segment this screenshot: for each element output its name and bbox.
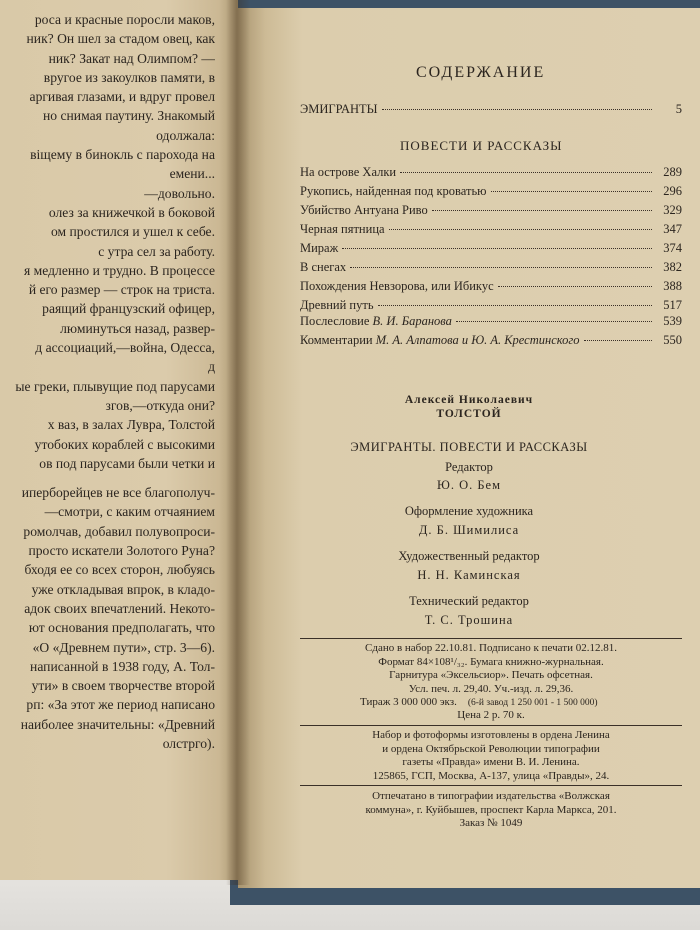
price: Цена 2 р. 70 к. <box>457 709 525 721</box>
imprint-line: 125865, ГСП, Москва, А-137, улица «Правды», 24. <box>372 769 610 782</box>
contents-title: СОДЕРЖАНИЕ <box>416 64 546 81</box>
imprint-line: газеты «Правда» имени В. И. Ленина. <box>402 756 580 768</box>
text-line: одолжала: <box>156 127 215 143</box>
divider <box>300 638 682 639</box>
toc-entry-label: Рукопись, найденная под кроватью <box>300 184 487 198</box>
toc-entry <box>300 298 682 313</box>
text-line: адок своих впечатлений. Некото- <box>24 600 215 616</box>
text-line: —довольно. <box>144 185 215 201</box>
toc-entry-label: В снегах <box>300 260 347 274</box>
toc-leader <box>498 286 652 287</box>
right-page <box>238 8 700 888</box>
toc-entry <box>300 165 682 180</box>
toc-entry <box>300 279 682 294</box>
art-editor-name: Н. Н. Каминская <box>417 568 521 582</box>
editor-role: Редактор <box>445 460 493 474</box>
editor-name: Ю. О. Бем <box>436 478 501 492</box>
text-line: написанной в 1938 году, А. Тол- <box>30 658 215 674</box>
text-line: згов,—откуда они? <box>105 397 215 413</box>
imprint-line: коммуна», г. Куйбышев, проспект Карла Маркса, 201. <box>365 803 617 816</box>
text-line: емени... <box>169 166 215 182</box>
toc-leader <box>382 109 652 110</box>
design-role: Оформление художника <box>404 504 534 518</box>
art-editor-role: Художественный редактор <box>398 549 540 563</box>
text-line: бходя ее со всех сторон, любуясь <box>24 562 215 578</box>
text-line: «О «Древнем пути», стр. 3—6). <box>32 639 215 655</box>
text-line: наиболее значительны: «Древний <box>20 716 215 732</box>
toc-entry-page: 347 <box>663 222 682 236</box>
imprint-line: Заказ № 1049 <box>459 817 523 829</box>
left-page-text <box>0 10 215 753</box>
imprint-line: и ордена Октябрьской Революции типографии <box>382 742 600 755</box>
toc-entry-label: Мираж <box>300 241 339 255</box>
imprint-line: Усл. печ. л. 29,40. Уч.-изд. л. 29,36. <box>408 682 574 695</box>
toc-entry-page: 296 <box>663 184 682 198</box>
toc-entry <box>300 184 682 199</box>
toc-entry-page: 550 <box>663 333 682 347</box>
text-line: ом простился и ушел к себе. <box>50 224 215 240</box>
text-line <box>0 473 215 483</box>
text-line: ов под парусами были четки и <box>39 455 215 471</box>
toc-entry-label: Похождения Невзорова, или Ибикус <box>300 279 494 293</box>
plant-run: (6-й завод 1 250 001 - 1 500 000) <box>467 698 598 708</box>
toc-leader <box>342 248 652 249</box>
text-line: —смотри, с каким отчаянием <box>44 504 215 520</box>
text-line: й его размер — строк на триста. <box>28 282 215 298</box>
toc-entry-page: 374 <box>663 241 682 255</box>
text-line: ути» в своем творчестве второй <box>31 678 215 694</box>
author-surname: ТОЛСТОЙ <box>436 408 502 420</box>
afterword-author: В. И. Баранова <box>372 314 452 328</box>
text-line: д <box>208 359 215 375</box>
text-line: олстрго). <box>162 735 215 751</box>
divider <box>300 785 682 786</box>
toc-entry-commentary <box>300 333 682 348</box>
text-line: рп: «За этот же период написано <box>26 697 215 713</box>
toc-leader <box>491 191 652 192</box>
text-line: д ассоциаций,—война, Одесса, <box>35 340 215 356</box>
toc-entry <box>300 203 682 218</box>
toc-entry-label: Убийство Антуана Риво <box>300 203 428 217</box>
toc-entry-page: 289 <box>663 165 682 179</box>
left-page <box>0 0 238 880</box>
toc-entry-page: 329 <box>663 203 682 217</box>
toc-entry-label: Древний путь <box>300 298 374 312</box>
imprint-printed-by <box>300 790 682 831</box>
text-line: ые греки, плывущие под парусами <box>15 378 215 394</box>
section-title: ПОВЕСТИ И РАССКАЗЫ <box>400 138 563 153</box>
text-line: но снимая паутину. Знакомый <box>43 108 215 124</box>
toc-entry <box>300 222 682 237</box>
toc-leader <box>389 229 652 230</box>
toc-entry-afterword <box>300 314 682 329</box>
toc-leader <box>456 321 652 322</box>
imprint-line: Гарнитура «Эксельсиор». Печать офсетная. <box>389 669 593 681</box>
toc-leader <box>400 172 652 173</box>
text-line: ют основания предполагать, что <box>28 620 215 636</box>
text-line: роса и красные поросли маков, <box>34 12 215 27</box>
divider <box>300 725 682 726</box>
toc-entry-page: 517 <box>663 298 682 312</box>
toc-entry-page: 5 <box>675 102 682 116</box>
toc-entry-page: 388 <box>663 279 682 293</box>
author-first-names: Алексей Николаевич <box>404 394 534 406</box>
imprint-line: Сдано в набор 22.10.81. Подписано к печати 02.12.81. <box>365 642 617 654</box>
print-run: Тираж 3 000 000 экз. <box>360 696 457 708</box>
toc-leader <box>378 305 652 306</box>
toc-entry-label: ЭМИГРАНТЫ <box>300 102 378 116</box>
text-line: с утра сел за работу. <box>98 243 215 259</box>
toc-leader <box>350 267 652 268</box>
toc-entry-label: На острове Халки <box>300 165 397 179</box>
text-line: аргивая глазами, и вдруг провел <box>29 89 215 105</box>
text-line: х ваз, в залах Лувра, Толстой <box>47 417 215 433</box>
toc-entry-page: 382 <box>663 260 682 274</box>
text-line: просто искатели Золотого Руна? <box>28 543 215 559</box>
text-line: люминуться назад, развер- <box>60 320 215 336</box>
text-line: віщему в бинокль с парохода на <box>30 147 215 163</box>
afterword-prefix: Послесловие <box>300 314 373 328</box>
book-title: ЭМИГРАНТЫ. ПОВЕСТИ И РАССКАЗЫ <box>350 440 588 454</box>
toc-leader <box>584 340 653 341</box>
design-name: Д. Б. Шимилиса <box>418 523 520 537</box>
text-line: утобоких кораблей с высокими <box>34 436 215 452</box>
text-line: я медленно и трудно. В процессе <box>24 262 215 278</box>
text-line: уже откладывая впрок, в кладо- <box>31 581 215 597</box>
text-line: ромолчав, добавил полувопроси- <box>23 523 215 539</box>
imprint-line: Формат 84×108¹/₃₂. Бумага книжно-журнальная. <box>378 655 604 668</box>
toc-leader <box>432 210 652 211</box>
text-line: иперборейцев не все благополуч- <box>21 485 215 501</box>
text-line: вругое из закоулков памяти, в <box>43 69 215 85</box>
tech-editor-name: Т. С. Трошина <box>424 613 514 627</box>
toc-entry <box>300 241 682 256</box>
imprint-line: Набор и фотоформы изготовлены в ордена Ленина <box>372 729 610 741</box>
toc-entry-main <box>300 102 682 117</box>
text-line: ник? Он шел за стадом овец, как <box>26 31 215 47</box>
commentary-prefix: Комментарии <box>300 333 376 347</box>
imprint-typesetting <box>300 729 682 783</box>
toc-entry-page: 539 <box>663 314 682 328</box>
text-line: раящий французский офицер, <box>42 301 215 317</box>
text-line: олез за книжечкой в боковой <box>48 204 215 220</box>
commentary-authors: М. А. Алпатова и Ю. А. Крестинского <box>375 333 580 347</box>
imprint-line: Отпечатано в типографии издательства «Волжская <box>372 790 610 802</box>
toc-entry <box>300 260 682 275</box>
text-line: ник? Закат над Олимпом? — <box>48 50 215 66</box>
imprint-print-data <box>300 642 682 696</box>
tech-editor-role: Технический редактор <box>409 594 529 608</box>
toc-entry-label: Черная пятница <box>300 222 385 236</box>
